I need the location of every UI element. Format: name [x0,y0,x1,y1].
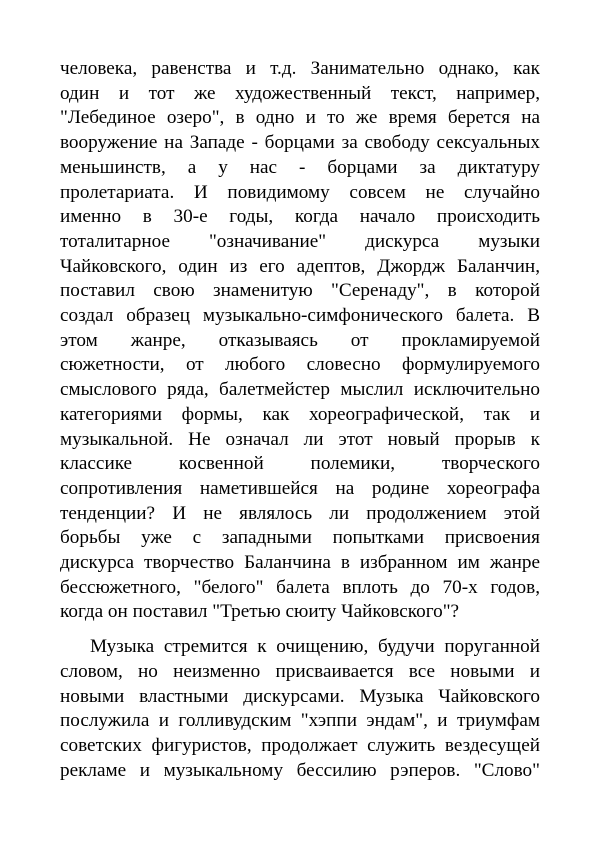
text-line: категориями формы, как хореографической, так и [60,403,540,425]
text-line: именно в 30-е годы, когда начало происходить [60,206,540,228]
text-line: советских фигуристов, продолжает служить вездесущей [60,734,540,756]
document-page [60,57,540,783]
text-line: этом жанре, отказываясь от прокламируемой [60,329,540,351]
text-line: пролетариата. И повидимому совсем не случайно [60,181,540,203]
text-line: сопротивления наметившейся на родине хореографа [60,477,540,499]
text-line: меньшинств, а у нас - борцами за диктатуру [60,156,540,178]
text-line: поставил свою знаменитую "Серенаду", в которой [60,280,540,302]
text-line: бессюжетного, "белого" балета вплоть до 70-х годов, [60,576,540,598]
text-line: дискурса творчество Баланчина в избранном им жанре [60,552,540,574]
text-line: тенденции? И не являлось ли продолжением этой [60,502,540,524]
text-line: послужила и голливудским "хэппи эндам", и триумфам [60,710,540,732]
text-line: тоталитарное "означивание" дискурса музыки [60,230,540,252]
text-line: человека, равенства и т.д. Занимательно однако, как [60,58,540,79]
text-line: словом, но неизменно присваивается все новыми и [60,660,540,682]
text-line: новыми властными дискурсами. Музыка Чайковского [60,685,540,707]
text-line: рекламе и музыкальному бессилию рэперов. "Слово" [60,759,540,781]
text-line: борьбы уже с западными попытками присвоения [60,527,540,549]
text-line: "Лебединое озеро", в одно и то же время берется на [60,107,540,129]
text-line: музыкальной. Не означал ли этот новый прорыв к [60,428,540,450]
paragraph-2 [60,635,540,783]
text-line: один и тот же художественный текст, например, [60,82,540,104]
text-line: смыслового ряда, балетмейстер мыслил исключительно [60,379,540,401]
paragraph-1 [60,57,540,625]
text-line: сюжетности, от любого словесно формулируемого [60,354,540,376]
text-line: классике косвенной полемики, творческого [60,453,540,475]
text-line: когда он поставил "Третью сюиту Чайковского"? [60,601,460,623]
text-line: Чайковского, один из его адептов, Джордж Баланчин, [60,255,540,277]
text-line: вооружение на Западе - борцами за свободу сексуальных [60,132,540,154]
text-line: создал образец музыкально-симфонического балета. В [60,305,540,327]
text-line: Музыка стремится к очищению, будучи поруганной [90,636,540,658]
